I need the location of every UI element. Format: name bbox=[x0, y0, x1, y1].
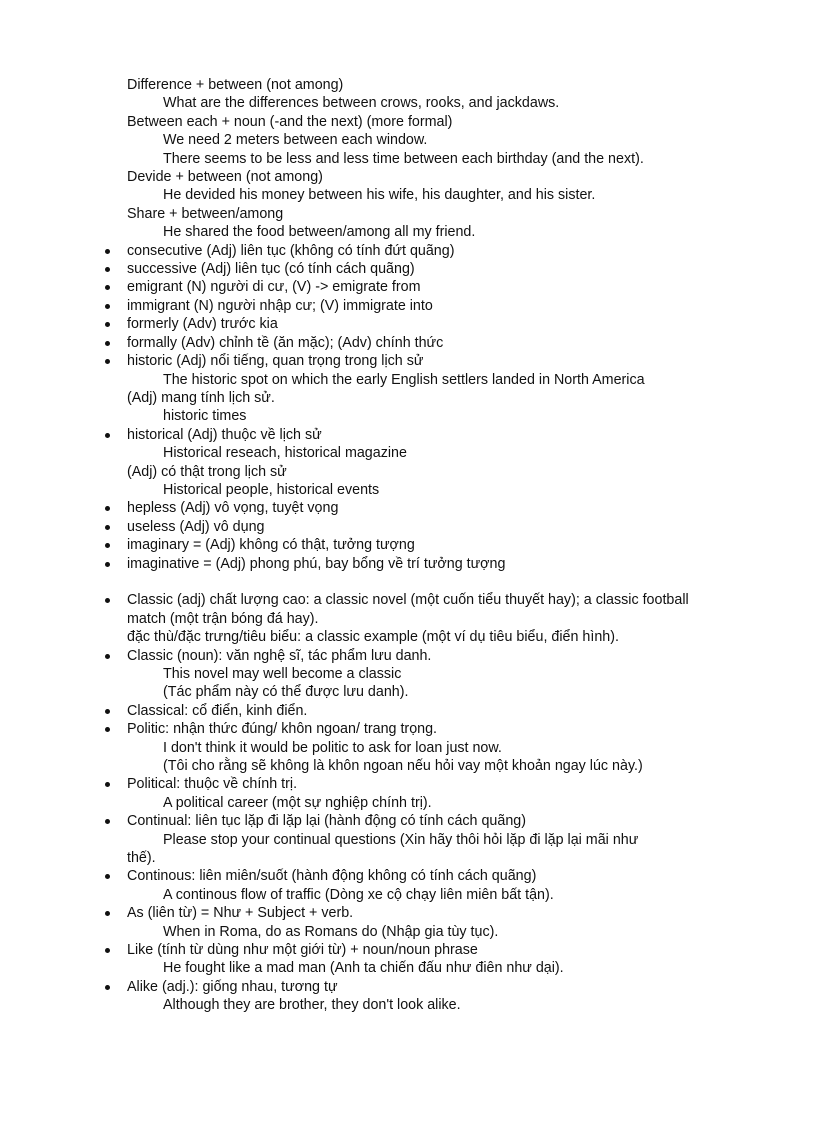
text-line: Share + between/among bbox=[127, 205, 284, 222]
text-line: A continous flow of traffic (Dòng xe cộ chạy liên miên bất tận). bbox=[163, 886, 554, 903]
text-line: (Adj) mang tính lịch sử. bbox=[127, 389, 275, 406]
text-line: Devide + between (not among) bbox=[127, 169, 323, 186]
bullet-item: Politic: nhận thức đúng/ khôn ngoan/ trang trọng. bbox=[127, 720, 727, 738]
bullet-item: emigrant (N) người di cư, (V) -> emigrate from bbox=[127, 278, 727, 296]
bullet-item: successive (Adj) liên tục (có tính cách quãng) bbox=[127, 260, 727, 278]
bullet-item: imaginary = (Adj) không có thật, tưởng tượng bbox=[127, 536, 727, 554]
text-line: This novel may well become a classic bbox=[163, 665, 402, 682]
bullet-item: consecutive (Adj) liên tục (không có tính đứt quãng) bbox=[127, 242, 727, 260]
bullet-item: As (liên từ) = Như + Subject + verb. bbox=[127, 904, 727, 922]
text-line: A political career (một sự nghiệp chính trị). bbox=[163, 794, 432, 811]
text-line: Although they are brother, they don't look alike. bbox=[163, 997, 461, 1014]
text-line: Please stop your continual questions (Xin hãy thôi hỏi lặp đi lặp lại mãi như bbox=[163, 831, 639, 848]
text-line: What are the differences between crows, rooks, and jackdaws. bbox=[163, 95, 560, 112]
bullet-item: Classic (noun): văn nghệ sĩ, tác phẩm lưu danh. bbox=[127, 647, 727, 665]
bullet-item: Political: thuộc về chính trị. bbox=[127, 775, 727, 793]
bullet-item: Continual: liên tục lặp đi lặp lại (hành động có tính cách quãng) bbox=[127, 812, 727, 830]
bullet-item: historic (Adj) nổi tiếng, quan trọng trong lịch sử bbox=[127, 352, 727, 370]
bullet-item: Continous: liên miên/suốt (hành động không có tính cách quãng) bbox=[127, 867, 727, 885]
text-line: (Adj) có thật trong lịch sử bbox=[127, 463, 287, 480]
bullet-item: Alike (adj.): giống nhau, tương tự bbox=[127, 978, 727, 996]
text-line: I don't think it would be politic to ask for loan just now. bbox=[163, 739, 502, 756]
bullet-item: immigrant (N) người nhập cư; (V) immigrate into bbox=[127, 297, 727, 315]
bullet-item: useless (Adj) vô dụng bbox=[127, 518, 727, 536]
text-line: Difference + between (not among) bbox=[127, 77, 344, 93]
text-line: thế). bbox=[127, 850, 156, 867]
bullet-item: historical (Adj) thuộc về lịch sử bbox=[127, 426, 727, 444]
text-line: There seems to be less and less time between each birthday (and the next). bbox=[163, 150, 644, 167]
text-line: He shared the food between/among all my friend. bbox=[163, 224, 476, 241]
blank-line bbox=[127, 573, 727, 591]
text-line: đặc thù/đặc trưng/tiêu biểu: a classic example (một ví dụ tiêu biểu, điển hình). bbox=[127, 629, 619, 646]
text-line: He devided his money between his wife, his daughter, and his sister. bbox=[163, 187, 596, 204]
bullet-item: formally (Adv) chỉnh tề (ăn mặc); (Adv) chính thức bbox=[127, 334, 727, 352]
bullet-item: formerly (Adv) trước kia bbox=[127, 315, 727, 333]
text-line: When in Roma, do as Romans do (Nhập gia tùy tục). bbox=[163, 923, 499, 940]
text-line: The historic spot on which the early English settlers landed in North America bbox=[163, 371, 645, 388]
text-line: (Tác phẩm này có thể được lưu danh). bbox=[163, 684, 409, 701]
text-line: (Tôi cho rằng sẽ không là khôn ngoan nếu hỏi vay một khoản ngay lúc này.) bbox=[163, 758, 643, 775]
text-line: Between each + noun (-and the next) (more formal) bbox=[127, 113, 453, 130]
bullet-item: Like (tính từ dùng như một giới từ) + noun/noun phrase bbox=[127, 941, 727, 959]
text-line: He fought like a mad man (Anh ta chiến đấu như điên như dại). bbox=[163, 960, 564, 977]
bullet-item: Classic (adj) chất lượng cao: a classic novel (một cuốn tiểu thuyết hay); a classic football match (một trận bóng đá hay). bbox=[127, 591, 727, 628]
bullet-item: imaginative = (Adj) phong phú, bay bổng về trí tưởng tượng bbox=[127, 555, 727, 573]
text-line: Historical reseach, historical magazine bbox=[163, 445, 407, 462]
bullet-item: hepless (Adj) vô vọng, tuyệt vọng bbox=[127, 499, 727, 517]
text-line: Historical people, historical events bbox=[163, 481, 380, 498]
text-line: We need 2 meters between each window. bbox=[163, 132, 428, 149]
document-body bbox=[127, 76, 727, 1015]
bullet-item: Classical: cổ điển, kinh điển. bbox=[127, 702, 727, 720]
text-line: historic times bbox=[163, 408, 247, 425]
